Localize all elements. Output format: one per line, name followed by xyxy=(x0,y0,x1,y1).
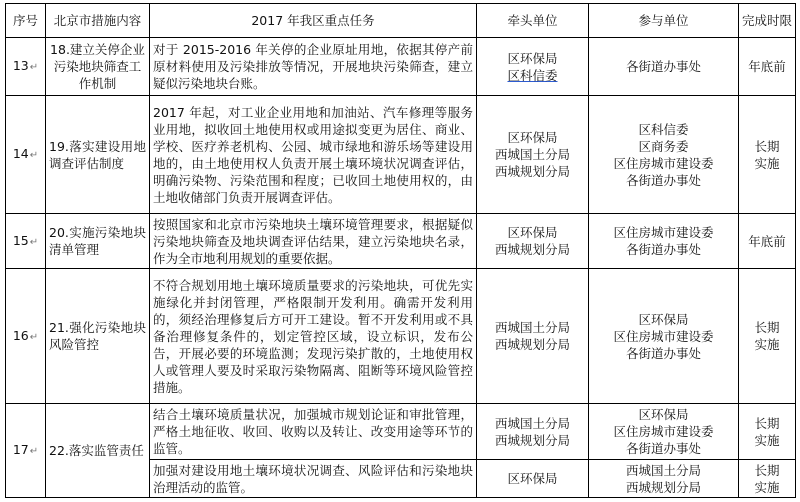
deadline-cell: 长期 实施 xyxy=(739,96,796,214)
measure-cell: 22.落实监管责任 xyxy=(46,404,150,498)
header-participants: 参与单位 xyxy=(589,4,739,38)
row-number: 15↵ xyxy=(6,214,46,269)
table-row xyxy=(6,214,796,269)
row-number: 17↵ xyxy=(6,404,46,498)
measure-cell: 19.落实建设用地调查评估制度 xyxy=(46,96,150,214)
table-row xyxy=(6,404,796,460)
deadline-cell: 长期 实施 xyxy=(739,460,796,498)
participants-cell: 区住房城市建设委 各街道办事处 xyxy=(589,214,739,269)
lead-cell: 区环保局 xyxy=(477,460,589,498)
measure-cell: 20.实施污染地块清单管理 xyxy=(46,214,150,269)
row-number: 14↵ xyxy=(6,96,46,214)
header-no: 序号 xyxy=(6,4,46,38)
deadline-cell: 年底前 xyxy=(739,38,796,96)
participants-cell: 区环保局 区住房城市建设委 各街道办事处 xyxy=(589,404,739,460)
tasks-table xyxy=(5,3,796,498)
table-row xyxy=(6,269,796,404)
measure-cell: 18.建立关停企业污染地块筛查工作机制 xyxy=(46,38,150,96)
participants-cell: 各街道办事处 xyxy=(589,38,739,96)
lead-cell: 西城国土分局 西城规划分局 xyxy=(477,404,589,460)
task-cell: 结合土壤环境质量状况，加强城市规划论证和审批管理，严格土地征收、收回、收购以及转让、改变用途等环节的监管。 xyxy=(150,404,477,460)
deadline-cell: 长期 实施 xyxy=(739,404,796,460)
participants-cell: 区科信委 区商务委 区住房城市建设委 各街道办事处 xyxy=(589,96,739,214)
deadline-cell: 年底前 xyxy=(739,214,796,269)
header-measure: 北京市措施内容 xyxy=(46,4,150,38)
table-row xyxy=(6,96,796,214)
task-cell: 对于 2015-2016 年关停的企业原址用地，依据其停产前原材料使用及污染排放等情况，开展地块污染筛查，建立疑似污染地块台账。 xyxy=(150,38,477,96)
lead-cell: 区环保局 西城规划分局 xyxy=(477,214,589,269)
row-number: 13↵ xyxy=(6,38,46,96)
header-row xyxy=(6,4,796,38)
lead-cell: 区环保局 西城国土分局 西城规划分局 xyxy=(477,96,589,214)
header-task: 2017 年我区重点任务 xyxy=(150,4,477,38)
task-cell: 按照国家和北京市污染地块土壤环境管理要求，根据疑似污染地块筛查及地块调查评估结果，建立污染地块名录，作为全市地利用规划的重要依据。 xyxy=(150,214,477,269)
deadline-cell: 长期 实施 xyxy=(739,269,796,404)
task-cell: 2017 年起，对工业企业用地和加油站、汽车修理等服务业用地，拟收回土地使用权或用途拟变更为居住、商业、学校、医疗养老机构、公园、城市绿地和游乐场等建设用地的，由土地使用权人负责开展土壤环境状况调查评估，明确污染物、污染范围和程度；已收回土地使用权的，由土地收储部门负责开展调查评估。 xyxy=(150,96,477,214)
participants-cell: 西城国土分局 西城规划分局 xyxy=(589,460,739,498)
task-cell: 不符合规划用地土壤环境质量要求的污染地块，可优先实施绿化并封闭管理，严格限制开发利用。确需开发利用的，须经治理修复后方可开工建设。暂不开发利用或不具备治理修复条件的，划定管控区域，设立标识，发布公告，开展必要的环境监测；发现污染扩散的，土地使用权人或管理人要及时采取污染物隔离、阻断等环境风险管控措施。 xyxy=(150,269,477,404)
header-deadline: 完成时限 xyxy=(739,4,796,38)
lead-cell: 区环保局 区科信委 xyxy=(477,38,589,96)
row-number: 16↵ xyxy=(6,269,46,404)
lead-cell: 西城国土分局 西城规划分局 xyxy=(477,269,589,404)
task-cell: 加强对建设用地土壤环境状况调查、风险评估和污染地块治理活动的监管。 xyxy=(150,460,477,498)
participants-cell: 区环保局 区住房城市建设委 各街道办事处 xyxy=(589,269,739,404)
header-lead: 牵头单位 xyxy=(477,4,589,38)
measure-cell: 21.强化污染地块风险管控 xyxy=(46,269,150,404)
table-row xyxy=(6,38,796,96)
